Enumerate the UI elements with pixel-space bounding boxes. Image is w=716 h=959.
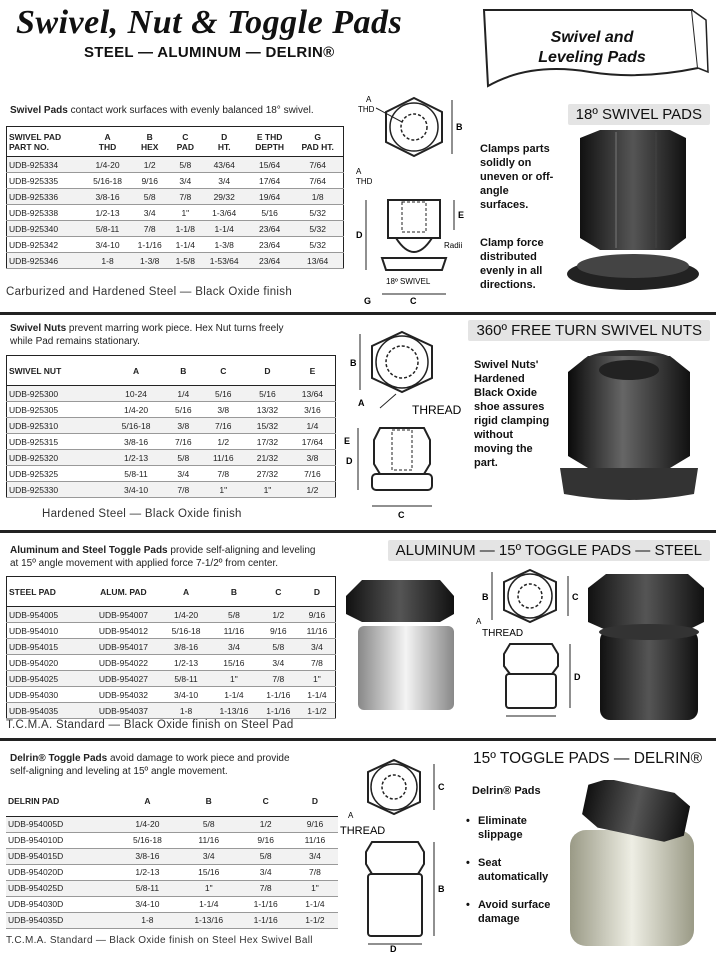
table-cell: UDB-954010 [7,623,85,639]
swivel-nuts-table [6,355,336,498]
table-cell: 43/64 [202,157,247,173]
column-header: A [162,577,210,607]
table-row [7,639,336,655]
table-cell: 5/16-18 [117,832,178,848]
benefit-item: • Avoid surface damage [466,898,556,926]
table-row [6,912,338,928]
table-row [6,816,338,832]
table-cell: 3/4 [169,173,201,189]
table-cell: 1-1/4 [210,687,258,703]
table-cell: 10-24 [107,386,165,402]
table-cell: 9/16 [292,816,338,832]
table-cell: 3/8 [290,450,336,466]
toggle-pads-banner: ALUMINUM — 15º TOGGLE PADS — STEEL [388,540,710,561]
table-cell: 1-1/8 [169,221,201,237]
dim-a-top: A [366,95,372,104]
table-row [7,386,336,402]
table-row [7,418,336,434]
dim-d: D [574,672,581,682]
intro-text-2: at 15º angle movement with applied force 7-1/2º from center. [10,558,279,569]
table-cell: UDB-925336 [7,189,85,205]
table-cell: 1/2-13 [107,450,165,466]
table-row [7,466,336,482]
table-cell: 15/64 [247,157,292,173]
table-cell: UDB-925305 [7,402,107,418]
table-cell: 5/16-18 [162,623,210,639]
swivel-pads-intro [10,104,350,117]
dim-radii: Radii [444,241,463,250]
dim-d: D [346,456,353,466]
table-cell: 3/4 [292,848,338,864]
table-cell: 5/8-11 [117,880,178,896]
swivel-nut-diagram [330,324,470,522]
delrin-pad-diagram [338,752,464,952]
table-cell: UDB-954015D [6,848,117,864]
table-cell: 23/64 [247,253,292,269]
table-row [6,832,338,848]
table-cell: 1-1/4 [299,687,336,703]
table-cell: 7/8 [292,864,338,880]
table-cell: 5/8 [165,450,201,466]
table-cell: 1-1/4 [178,896,239,912]
dim-e: E [344,436,351,446]
table-cell: 3/8-16 [117,848,178,864]
table-cell: 7/16 [290,466,336,482]
table-cell: UDB-925315 [7,434,107,450]
table-cell: 3/4-10 [107,482,165,498]
table-cell: 11/16 [178,832,239,848]
table-cell: 1-1/4 [169,237,201,253]
table-cell: 1/4 [290,418,336,434]
table-cell: 15/16 [210,655,258,671]
swivel-nuts-footer: Hardened Steel — Black Oxide finish [42,508,242,520]
table-cell: 1-5/8 [169,253,201,269]
column-header: B [165,356,201,386]
intro-text: contact work surfaces with evenly balanced 18° swivel. [67,105,314,116]
dim-d: D [390,944,397,952]
dim-thd-mid: THD [356,177,373,186]
table-row [6,880,338,896]
swivel-pad-diagram [352,90,477,308]
swivel-pads-banner: 18º SWIVEL PADS [568,104,710,125]
column-header: DELRIN PAD [6,786,117,816]
table-row [7,482,336,498]
table-cell: UDB-954035 [7,703,85,719]
table-cell: 1" [201,482,245,498]
dim-b: B [482,592,489,602]
table-row [7,623,336,639]
swivel-pads-note-2: Clamp force distributed evenly in all directions. [480,237,544,291]
table-cell: 9/16 [299,607,336,623]
swivel-pads-note-1: Clamps parts solidly on uneven or off-angle surfaces. [480,143,554,211]
column-header: E [290,356,336,386]
table-cell: 1" [178,880,239,896]
column-header: D [299,577,336,607]
table-cell: 3/4 [165,466,201,482]
table-cell: 1/4 [165,386,201,402]
toggle-pad-diagram [472,566,588,720]
dim-thd-top: THD [358,105,375,114]
intro-bold: Delrin® Toggle Pads [10,753,108,764]
table-cell: UDB-925334 [7,157,85,173]
table-cell: 1-13/16 [178,912,239,928]
table-cell: 1-3/8 [202,237,247,253]
table-cell: UDB-925342 [7,237,85,253]
table-cell: 1-1/16 [258,687,299,703]
table-cell: 1-13/16 [210,703,258,719]
column-header: A [107,356,165,386]
table-row [7,205,344,221]
table-cell: 5/8 [130,189,169,205]
table-cell: 5/8 [258,639,299,655]
table-cell: 1/2 [258,607,299,623]
dim-b: B [438,884,445,894]
column-header: B [210,577,258,607]
table-cell: 5/16 [165,402,201,418]
benefit-item: • Eliminate slippage [466,814,556,842]
table-row [7,450,336,466]
table-cell: UDB-925325 [7,466,107,482]
table-cell: 1" [169,205,201,221]
table-cell: 3/4 [239,864,292,880]
dim-swivel: 18º SWIVEL [386,277,431,286]
intro-text-1: provide self-aligning and leveling [167,545,316,556]
dim-c: C [398,510,405,520]
column-header: D [292,786,338,816]
toggle-pads-footer: T.C.M.A. Standard — Black Oxide finish on Steel Pad [6,719,294,731]
table-row [7,189,344,205]
table-cell: 7/64 [292,157,343,173]
column-header: C [239,786,292,816]
table-cell: UDB-925310 [7,418,107,434]
table-cell: 1-1/2 [299,703,336,719]
table-cell: 13/64 [292,253,343,269]
table-cell: 5/8 [210,607,258,623]
table-cell: UDB-954005D [6,816,117,832]
table-cell: 15/16 [178,864,239,880]
table-cell: 13/32 [245,402,290,418]
table-cell: 23/64 [247,237,292,253]
table-cell: 3/8-16 [162,639,210,655]
dim-a-mid: A [356,167,362,176]
table-row [7,173,344,189]
table-cell: 11/16 [210,623,258,639]
table-cell: 1-8 [117,912,178,928]
table-cell: 11/16 [299,623,336,639]
table-row [7,237,344,253]
table-cell: 1-1/16 [239,912,292,928]
dim-thread: THREAD [482,628,524,639]
table-cell: 5/16 [201,386,245,402]
table-cell: 27/32 [245,466,290,482]
table-cell: UDB-954030 [7,687,85,703]
table-cell: 1-8 [85,253,130,269]
table-cell: UDB-925300 [7,386,107,402]
table-cell: 5/16 [245,386,290,402]
table-cell: UDB-925338 [7,205,85,221]
steel-toggle-photo [584,570,708,726]
column-header: B [178,786,239,816]
table-cell: UDB-954027 [85,671,162,687]
column-header: SWIVEL NUT [7,356,107,386]
table-cell: 1" [299,671,336,687]
dim-c: C [572,592,579,602]
swivel-nuts-intro [10,322,350,348]
column-header: C PAD [169,127,201,157]
table-cell: 3/8-16 [85,189,130,205]
delrin-pads-intro [10,752,356,778]
table-cell: 3/4-10 [117,896,178,912]
table-cell: 9/16 [239,832,292,848]
table-cell: 5/16-18 [107,418,165,434]
column-header: STEEL PAD [7,577,85,607]
table-row [7,687,336,703]
dim-c: C [438,782,445,792]
swivel-nuts-banner: 360º FREE TURN SWIVEL NUTS [468,320,710,341]
aluminum-toggle-photo [342,574,472,714]
swivel-pad-photo [560,128,706,298]
table-cell: 29/32 [202,189,247,205]
intro-bold: Swivel Nuts [10,323,67,334]
table-cell: 7/8 [258,671,299,687]
table-cell: 1-3/8 [130,253,169,269]
column-header: C [201,356,245,386]
table-cell: 9/16 [130,173,169,189]
table-cell: 1/2 [290,482,336,498]
dim-a: A [476,617,482,626]
dim-a: A [358,398,365,408]
table-row [7,607,336,623]
dim-g: G [364,296,372,306]
table-cell: 1" [210,671,258,687]
table-cell: 7/16 [165,434,201,450]
table-cell: 1-1/16 [258,703,299,719]
table-cell: 7/16 [201,418,245,434]
dim-e: E [458,210,465,220]
table-cell: 5/8-11 [85,221,130,237]
table-cell: 1-1/16 [130,237,169,253]
swivel-pads-table [6,126,344,269]
table-cell: UDB-954005 [7,607,85,623]
table-cell: 19/64 [247,189,292,205]
table-cell: 5/8 [178,816,239,832]
intro-text-1: avoid damage to work piece and provide [107,753,290,764]
table-cell: 1" [292,880,338,896]
table-cell: 7/8 [201,466,245,482]
table-cell: UDB-925340 [7,221,85,237]
table-cell: 23/64 [247,221,292,237]
table-cell: UDB-954025 [7,671,85,687]
table-cell: 17/64 [290,434,336,450]
table-cell: 5/8 [169,157,201,173]
table-cell: UDB-925330 [7,482,107,498]
table-cell: 1/2-13 [162,655,210,671]
table-cell: UDB-954015 [7,639,85,655]
table-cell: 1-1/2 [292,912,338,928]
table-cell: 5/32 [292,205,343,221]
dim-b: B [350,358,357,368]
table-row [7,402,336,418]
column-header: SWIVEL PAD PART NO. [7,127,85,157]
table-cell: UDB-925335 [7,173,85,189]
table-cell: 1-53/64 [202,253,247,269]
table-cell: UDB-954025D [6,880,117,896]
table-cell: 5/8 [239,848,292,864]
toggle-pads-table [6,576,336,719]
table-cell: 15/32 [245,418,290,434]
section-divider-2 [0,530,716,533]
table-cell: 5/8-11 [107,466,165,482]
table-row [7,221,344,237]
table-cell: 5/16 [247,205,292,221]
table-cell: 3/4 [130,205,169,221]
table-cell: UDB-954032 [85,687,162,703]
table-cell: 3/4-10 [162,687,210,703]
table-cell: 1/2 [239,816,292,832]
delrin-pads-banner: 15º TOGGLE PADS — DELRIN® [465,748,710,770]
table-row [7,253,344,269]
table-cell: 21/32 [245,450,290,466]
table-row [7,703,336,719]
table-cell: 3/4 [299,639,336,655]
column-header: A THD [85,127,130,157]
swivel-nuts-note: Swivel Nuts' Hardened Black Oxide shoe assures rigid clamping without moving the part. [474,359,550,469]
table-cell: 13/64 [290,386,336,402]
table-cell: 3/8 [201,402,245,418]
delrin-pads-footer: T.C.M.A. Standard — Black Oxide finish on Steel Hex Swivel Ball [6,935,313,946]
table-cell: 1-1/4 [292,896,338,912]
dim-a: A [348,811,354,820]
table-cell: 17/64 [247,173,292,189]
dim-c: C [410,296,417,306]
table-cell: 7/8 [299,655,336,671]
column-header: B HEX [130,127,169,157]
column-header: ALUM. PAD [85,577,162,607]
table-cell: 1-3/64 [202,205,247,221]
table-cell: UDB-954035D [6,912,117,928]
table-cell: UDB-925346 [7,253,85,269]
table-cell: UDB-954037 [85,703,162,719]
table-cell: 7/8 [169,189,201,205]
column-header: D HT. [202,127,247,157]
table-cell: UDB-954022 [85,655,162,671]
table-cell: UDB-954017 [85,639,162,655]
table-cell: 5/32 [292,221,343,237]
delrin-benefits-list [466,814,556,940]
page-subtitle: STEEL — ALUMINUM — DELRIN® [84,44,335,61]
table-cell: UDB-925320 [7,450,107,466]
table-cell: 1/2-13 [117,864,178,880]
dim-d: D [356,230,363,240]
intro-bold: Aluminum and Steel Toggle Pads [10,545,168,556]
table-cell: 5/8-11 [162,671,210,687]
table-cell: 7/64 [292,173,343,189]
intro-text-2: self-aligning and leveling at 15º angle movement. [10,766,228,777]
flag-line-1: Swivel and [550,29,634,46]
table-cell: 1/8 [292,189,343,205]
table-cell: 17/32 [245,434,290,450]
dim-b: B [456,122,463,132]
table-row [6,864,338,880]
dim-thread: THREAD [412,403,462,417]
swivel-pads-footer: Carburized and Hardened Steel — Black Oxide finish [6,286,293,298]
page-title: Swivel, Nut & Toggle Pads [16,4,403,41]
benefit-item: • Seat automatically [466,856,556,884]
table-cell: UDB-954020 [7,655,85,671]
column-header: A [117,786,178,816]
delrin-side-title: Delrin® Pads [472,785,541,797]
table-cell: UDB-954010D [6,832,117,848]
table-row [7,655,336,671]
table-cell: 1/4-20 [162,607,210,623]
table-cell: UDB-954007 [85,607,162,623]
flag-text [492,28,692,68]
column-header: D [245,356,290,386]
table-cell: 1-1/4 [202,221,247,237]
section-divider-1 [0,312,716,315]
table-cell: 11/16 [292,832,338,848]
table-cell: 5/16-18 [85,173,130,189]
table-row [7,671,336,687]
table-row [6,896,338,912]
table-cell: 11/16 [201,450,245,466]
column-header: G PAD HT. [292,127,343,157]
table-cell: 1/2 [201,434,245,450]
table-cell: UDB-954020D [6,864,117,880]
table-row [7,434,336,450]
table-cell: 1/4-20 [107,402,165,418]
column-header: C [258,577,299,607]
table-cell: 1-8 [162,703,210,719]
table-row [7,157,344,173]
table-cell: 3/4 [210,639,258,655]
table-cell: 1/2-13 [85,205,130,221]
table-row [6,848,338,864]
table-cell: 9/16 [258,623,299,639]
table-cell: 3/8-16 [107,434,165,450]
section-divider-3 [0,738,716,741]
table-cell: 7/8 [130,221,169,237]
column-header: E THD DEPTH [247,127,292,157]
table-cell: 1/4-20 [117,816,178,832]
table-cell: 3/4-10 [85,237,130,253]
table-cell: 3/4 [178,848,239,864]
table-cell: 3/16 [290,402,336,418]
delrin-toggle-photo [554,780,706,950]
table-cell: 7/8 [239,880,292,896]
table-cell: 1" [245,482,290,498]
table-cell: UDB-954012 [85,623,162,639]
intro-bold: Swivel Pads [10,105,68,116]
table-cell: 3/4 [258,655,299,671]
swivel-nut-photo [554,346,704,506]
table-cell: 5/32 [292,237,343,253]
toggle-pads-intro [10,544,356,570]
intro-text-1: prevent marring work piece. Hex Nut turns freely [66,323,284,334]
dim-thread: THREAD [340,825,386,837]
table-cell: 1-1/16 [239,896,292,912]
table-cell: 3/8 [165,418,201,434]
table-cell: 1/2 [130,157,169,173]
table-cell: 3/4 [202,173,247,189]
delrin-pads-table [6,786,338,929]
table-cell: 7/8 [165,482,201,498]
table-cell: 1/4-20 [85,157,130,173]
table-cell: UDB-954030D [6,896,117,912]
flag-line-2: Leveling Pads [538,49,646,66]
intro-text-2: while Pad remains stationary. [10,336,140,347]
